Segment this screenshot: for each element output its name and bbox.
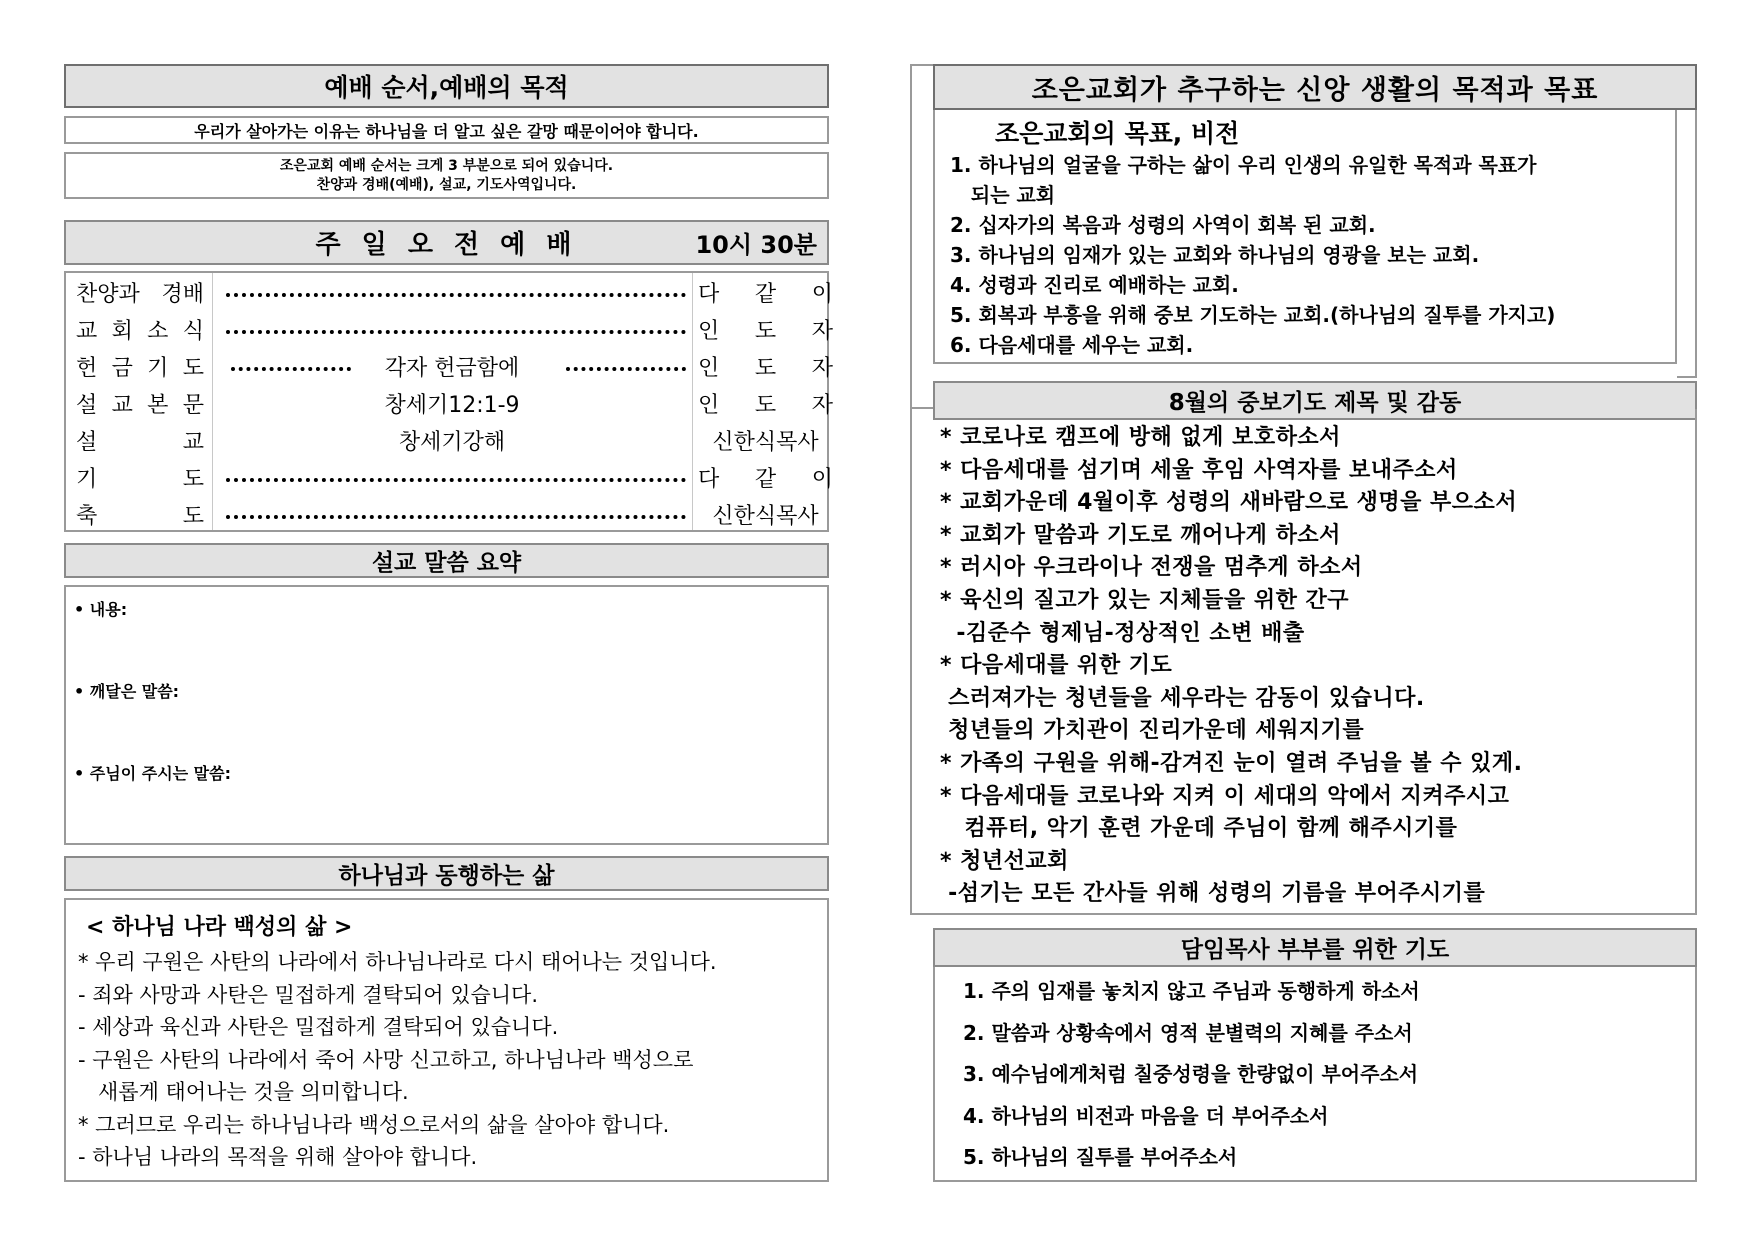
prayer-line: 스러져가는 청년들을 세우라는 감동이 있습니다. bbox=[940, 685, 1425, 711]
service-title: 주 일 오 전 예 배 bbox=[315, 230, 578, 260]
prayer-title: 8월의 중보기도 제목 및 감동 bbox=[1168, 390, 1462, 416]
walk-line: - 세상과 육신과 사탄은 밀접하게 결탁되어 있습니다. bbox=[78, 1015, 559, 1039]
purpose-text: 우리가 살아가는 이유는 하나님을 더 알고 싶은 갈망 때문이어야 합니다. bbox=[194, 121, 699, 141]
prayer-line: * 다음세대를 위한 기도 bbox=[940, 653, 1173, 679]
walk-list bbox=[78, 946, 717, 1174]
walk-line: * 우리 구원은 사탄의 나라에서 하나님나라로 다시 태어나는 것입니다. bbox=[78, 950, 717, 974]
dotted-leader bbox=[226, 478, 686, 482]
prayer-line: 컴퓨터, 악기 훈련 가운데 주님이 함께 해주시기를 bbox=[940, 816, 1458, 842]
service-table bbox=[64, 271, 833, 532]
vision-title: 조은교회의 목표, 비전 bbox=[995, 119, 1240, 148]
service-row-middle: 창세기12:1-9 bbox=[384, 393, 520, 418]
service-row-role: 인 도 자 bbox=[698, 393, 833, 418]
worship-order-header bbox=[64, 64, 829, 108]
service-row-role: 다 같 이 bbox=[698, 467, 833, 492]
service-row-label: 축 도 bbox=[76, 504, 204, 529]
service-row bbox=[66, 422, 827, 459]
prayer-line: * 다음세대들 코로나와 지켜 이 세대의 악에서 지켜주시고 bbox=[940, 783, 1510, 809]
goal-header bbox=[933, 64, 1697, 110]
service-row-middle: 창세기강해 bbox=[398, 430, 506, 455]
service-row-label: 헌 금 기 도 bbox=[76, 356, 204, 381]
prayer-list bbox=[940, 422, 1522, 911]
prayer-line: * 코로나로 캠프에 방해 없게 보호하소서 bbox=[940, 425, 1341, 450]
service-time: 10시 30분 bbox=[695, 231, 817, 259]
service-row bbox=[66, 274, 833, 311]
dotted-leader bbox=[226, 330, 686, 334]
service-row bbox=[66, 385, 833, 422]
service-row-label: 찬양과 경배 bbox=[76, 282, 204, 307]
prayer-line: * 교회가운데 4월이후 성령의 새바람으로 생명을 부으소서 bbox=[940, 490, 1518, 516]
walk-line: * 그러므로 우리는 하나님나라 백성으로서의 삶을 살아야 합니다. bbox=[78, 1112, 670, 1137]
pastor-line: 4. 하나님의 비전과 마음을 더 부어주소서 bbox=[963, 1103, 1329, 1128]
walk-subtitle: < 하나님 나라 백성의 삶 > bbox=[86, 915, 353, 940]
walk-title: 하나님과 동행하는 삶 bbox=[338, 863, 555, 889]
vision-line: 3. 하나님의 임재가 있는 교회와 하나님의 영광을 보는 교회. bbox=[950, 243, 1480, 267]
vision-line: 되는 교회 bbox=[950, 183, 1056, 207]
service-row-label: 기 도 bbox=[76, 467, 204, 492]
pastor-line: 5. 하나님의 질투를 부어주소서 bbox=[963, 1145, 1238, 1169]
service-row bbox=[66, 311, 833, 348]
vision-line: 6. 다음세대를 세우는 교회. bbox=[950, 333, 1194, 357]
service-row-role: 인 도 자 bbox=[698, 319, 833, 344]
dotted-leader bbox=[226, 293, 686, 297]
service-header bbox=[64, 220, 829, 265]
service-row-label: 설 교 bbox=[76, 430, 204, 455]
dotted-leader bbox=[226, 515, 686, 519]
pastor-line: 2. 말씀과 상황속에서 영적 분별력의 지혜를 주소서 bbox=[963, 1020, 1413, 1045]
sermon-title: 설교 말씀 요약 bbox=[371, 550, 522, 576]
order-note-box bbox=[64, 152, 829, 199]
walk-box bbox=[64, 898, 829, 1182]
walk-line: 새롭게 태어나는 것을 의미합니다. bbox=[78, 1080, 409, 1104]
worship-order-title: 예배 순서,예배의 목적 bbox=[324, 73, 569, 102]
pastor-title: 담임목사 부부를 위한 기도 bbox=[1180, 937, 1450, 963]
service-row-role: 신한식목사 bbox=[712, 504, 819, 529]
walk-line: - 하나님 나라의 목적을 위해 살아야 합니다. bbox=[78, 1145, 478, 1169]
vision-list bbox=[950, 150, 1555, 360]
service-row-role: 인 도 자 bbox=[698, 356, 833, 381]
pastor-list bbox=[963, 975, 1420, 1183]
prayer-line: * 교회가 말씀과 기도로 깨어나게 하소서 bbox=[940, 522, 1341, 548]
service-row-label: 설 교 본 문 bbox=[76, 393, 204, 418]
service-row bbox=[66, 496, 827, 533]
vision-line: 1. 하나님의 얼굴을 구하는 삶이 우리 인생의 유일한 목적과 목표가 bbox=[950, 153, 1537, 177]
vision-side-frame bbox=[1677, 110, 1697, 378]
service-row-middle: 각자 헌금함에 bbox=[384, 356, 520, 381]
sermon-notes-box bbox=[64, 585, 829, 845]
vision-box bbox=[933, 110, 1677, 364]
service-row-label: 교 회 소 식 bbox=[76, 319, 204, 344]
walk-header bbox=[64, 856, 829, 891]
walk-line: - 죄와 사망과 사탄은 밀접하게 결탁되어 있습니다. bbox=[78, 982, 539, 1007]
dotted-leader bbox=[566, 367, 686, 371]
service-row-role: 다 같 이 bbox=[698, 282, 833, 307]
service-row-role: 신한식목사 bbox=[712, 430, 819, 455]
goal-title: 조은교회가 추구하는 신앙 생활의 목적과 목표 bbox=[1031, 74, 1599, 106]
prayer-line: * 육신의 질고가 있는 지체들을 위한 간구 bbox=[940, 587, 1349, 613]
sermon-header bbox=[64, 543, 829, 578]
service-row bbox=[66, 459, 833, 496]
pastor-box bbox=[933, 967, 1697, 1182]
prayer-line: * 러시아 우크라이나 전쟁을 멈추게 하소서 bbox=[940, 555, 1363, 581]
pastor-line: 3. 예수님에게처럼 칠중성령을 한량없이 부어주소서 bbox=[963, 1062, 1419, 1086]
prayer-line: * 청년선교회 bbox=[940, 848, 1069, 874]
prayer-line: -섬기는 모든 간사들 위해 성령의 기름을 부어주시기를 bbox=[940, 881, 1486, 907]
prayer-line: -김준수 형제님-정상적인 소변 배출 bbox=[940, 620, 1305, 646]
prayer-line: 청년들의 가치관이 진리가운데 세워지기를 bbox=[940, 718, 1365, 744]
sermon-field-content: • 내용: bbox=[74, 600, 128, 619]
vision-line: 4. 성령과 진리로 예배하는 교회. bbox=[950, 273, 1239, 297]
vision-line: 5. 회복과 부흥을 위해 중보 기도하는 교회.(하나님의 질투를 가지고) bbox=[950, 303, 1556, 327]
service-row bbox=[66, 348, 833, 385]
sermon-field-given: • 주님이 주시는 말씀: bbox=[74, 764, 231, 783]
pastor-line: 1. 주의 임재를 놓치지 않고 주님과 동행하게 하소서 bbox=[963, 979, 1420, 1003]
order-note-line-1: 조은교회 예배 순서는 크게 3 부분으로 되어 있습니다. bbox=[279, 157, 614, 174]
vision-line: 2. 십자가의 복음과 성령의 사역이 회복 된 교회. bbox=[950, 213, 1376, 237]
pastor-header bbox=[933, 928, 1697, 967]
prayer-line: * 다음세대를 섬기며 세울 후임 사역자를 보내주소서 bbox=[940, 457, 1458, 483]
walk-line: - 구원은 사탄의 나라에서 죽어 사망 신고하고, 하나님나라 백성으로 bbox=[78, 1047, 694, 1072]
purpose-box bbox=[64, 116, 829, 144]
prayer-line: * 가족의 구원을 위해-감겨진 눈이 열려 주님을 볼 수 있게. bbox=[940, 750, 1523, 776]
sermon-field-realized: • 깨달은 말씀: bbox=[74, 682, 180, 701]
order-note-line-2: 찬양과 경배(예배), 설교, 기도사역입니다. bbox=[316, 176, 577, 193]
goal-outer-frame bbox=[910, 64, 934, 409]
